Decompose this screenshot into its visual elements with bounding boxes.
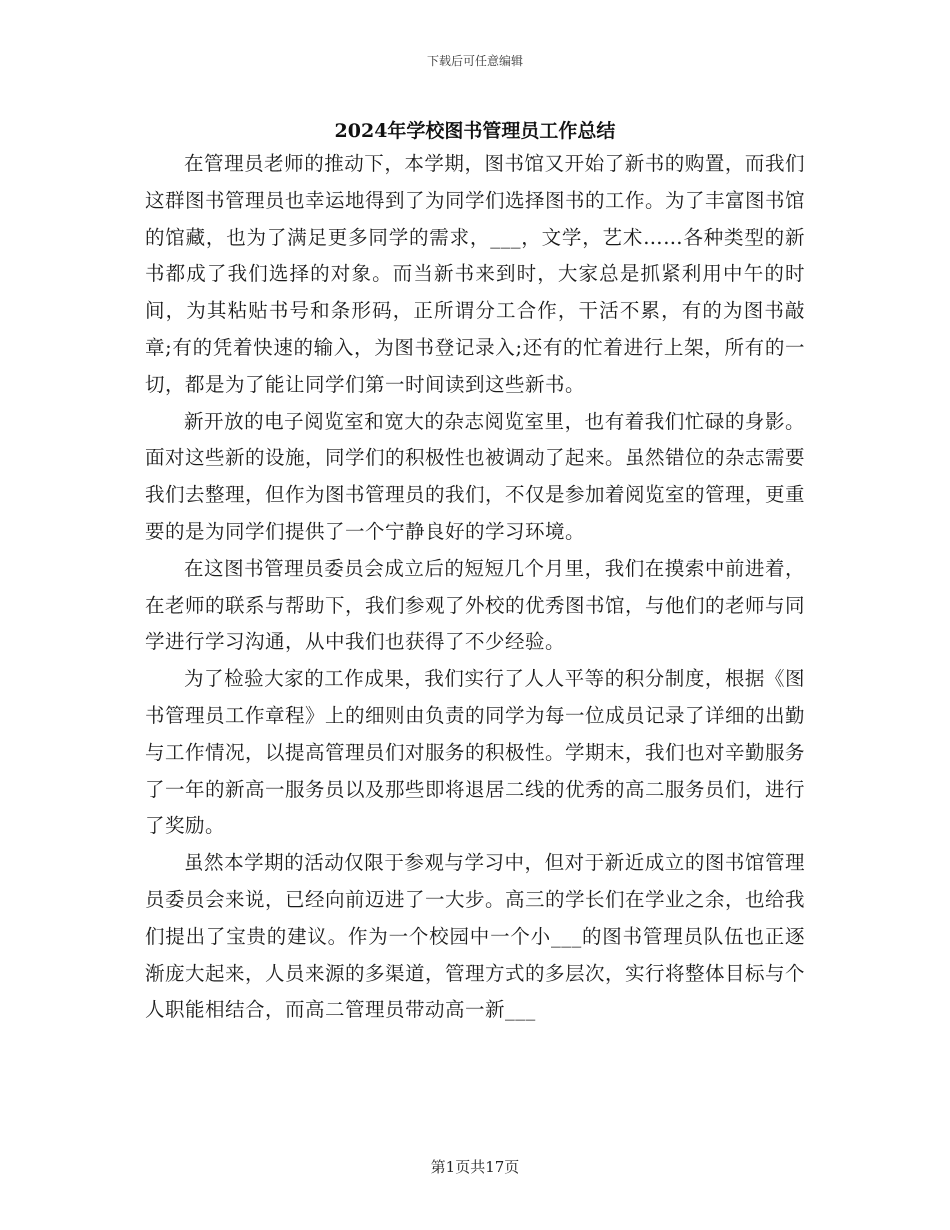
header-note: 下载后可任意编辑 [426, 54, 523, 68]
document-body [145, 146, 805, 1029]
paragraph: 新开放的电子阅览室和宽大的杂志阅览室里，也有着我们忙碌的身影。面对这些新的设施，同学们的积极性也被调动了起来。虽然错位的杂志需要我们去整理，但作为图书管理员的我们，不仅是参加着阅览室的管理，更重要的是为同学们提供了一个宁静良好的学习环境。 [145, 409, 806, 543]
document-title: 2024年学校图书管理员工作总结 [334, 120, 616, 142]
paragraph: 为了检验大家的工作成果，我们实行了人人平等的积分制度，根据《图书管理员工作章程》上的细则由负责的同学为每一位成员记录了详细的出勤与工作情况，以提高管理员们对服务的积极性。学期末，我们也对辛勤服务了一年的新高一服务员以及那些即将退居二线的优秀的高二服务员们，进行了奖励。 [145, 667, 806, 838]
paragraph: 在这图书管理员委员会成立后的短短几个月里，我们在摸索中前进着，在老师的联系与帮助下，我们参观了外校的优秀图书馆，与他们的老师与同学进行学习沟通，从中我们也获得了不少经验。 [145, 556, 806, 654]
paragraph: 虽然本学期的活动仅限于参观与学习中，但对于新近成立的图书馆管理员委员会来说，已经向前迈进了一大步。高三的学长们在学业之余，也给我们提出了宝贵的建议。作为一个校园中一个小___的图书管理员队伍也正逐渐庞大起来，人员来源的多渠道，管理方式的多层次，实行将整体目标与个人职能相结合，而高二管理员带动高一新___ [145, 851, 806, 1022]
page-number: 第1页共17页 [430, 1158, 520, 1176]
paragraph: 在管理员老师的推动下，本学期，图书馆又开始了新书的购置，而我们这群图书管理员也幸运地得到了为同学们选择图书的工作。为了丰富图书馆的馆藏，也为了满足更多同学的需求，___，文学，艺术……各种类型的新书都成了我们选择的对象。而当新书来到时，大家总是抓紧利用中午的时间，为其粘贴书号和条形码，正所谓分工合作，干活不累，有的为图书敲章;有的凭着快速的输入，为图书登记录入;还有的忙着进行上架，所有的一切，都是为了能让同学们第一时间读到这些新书。 [145, 152, 806, 396]
